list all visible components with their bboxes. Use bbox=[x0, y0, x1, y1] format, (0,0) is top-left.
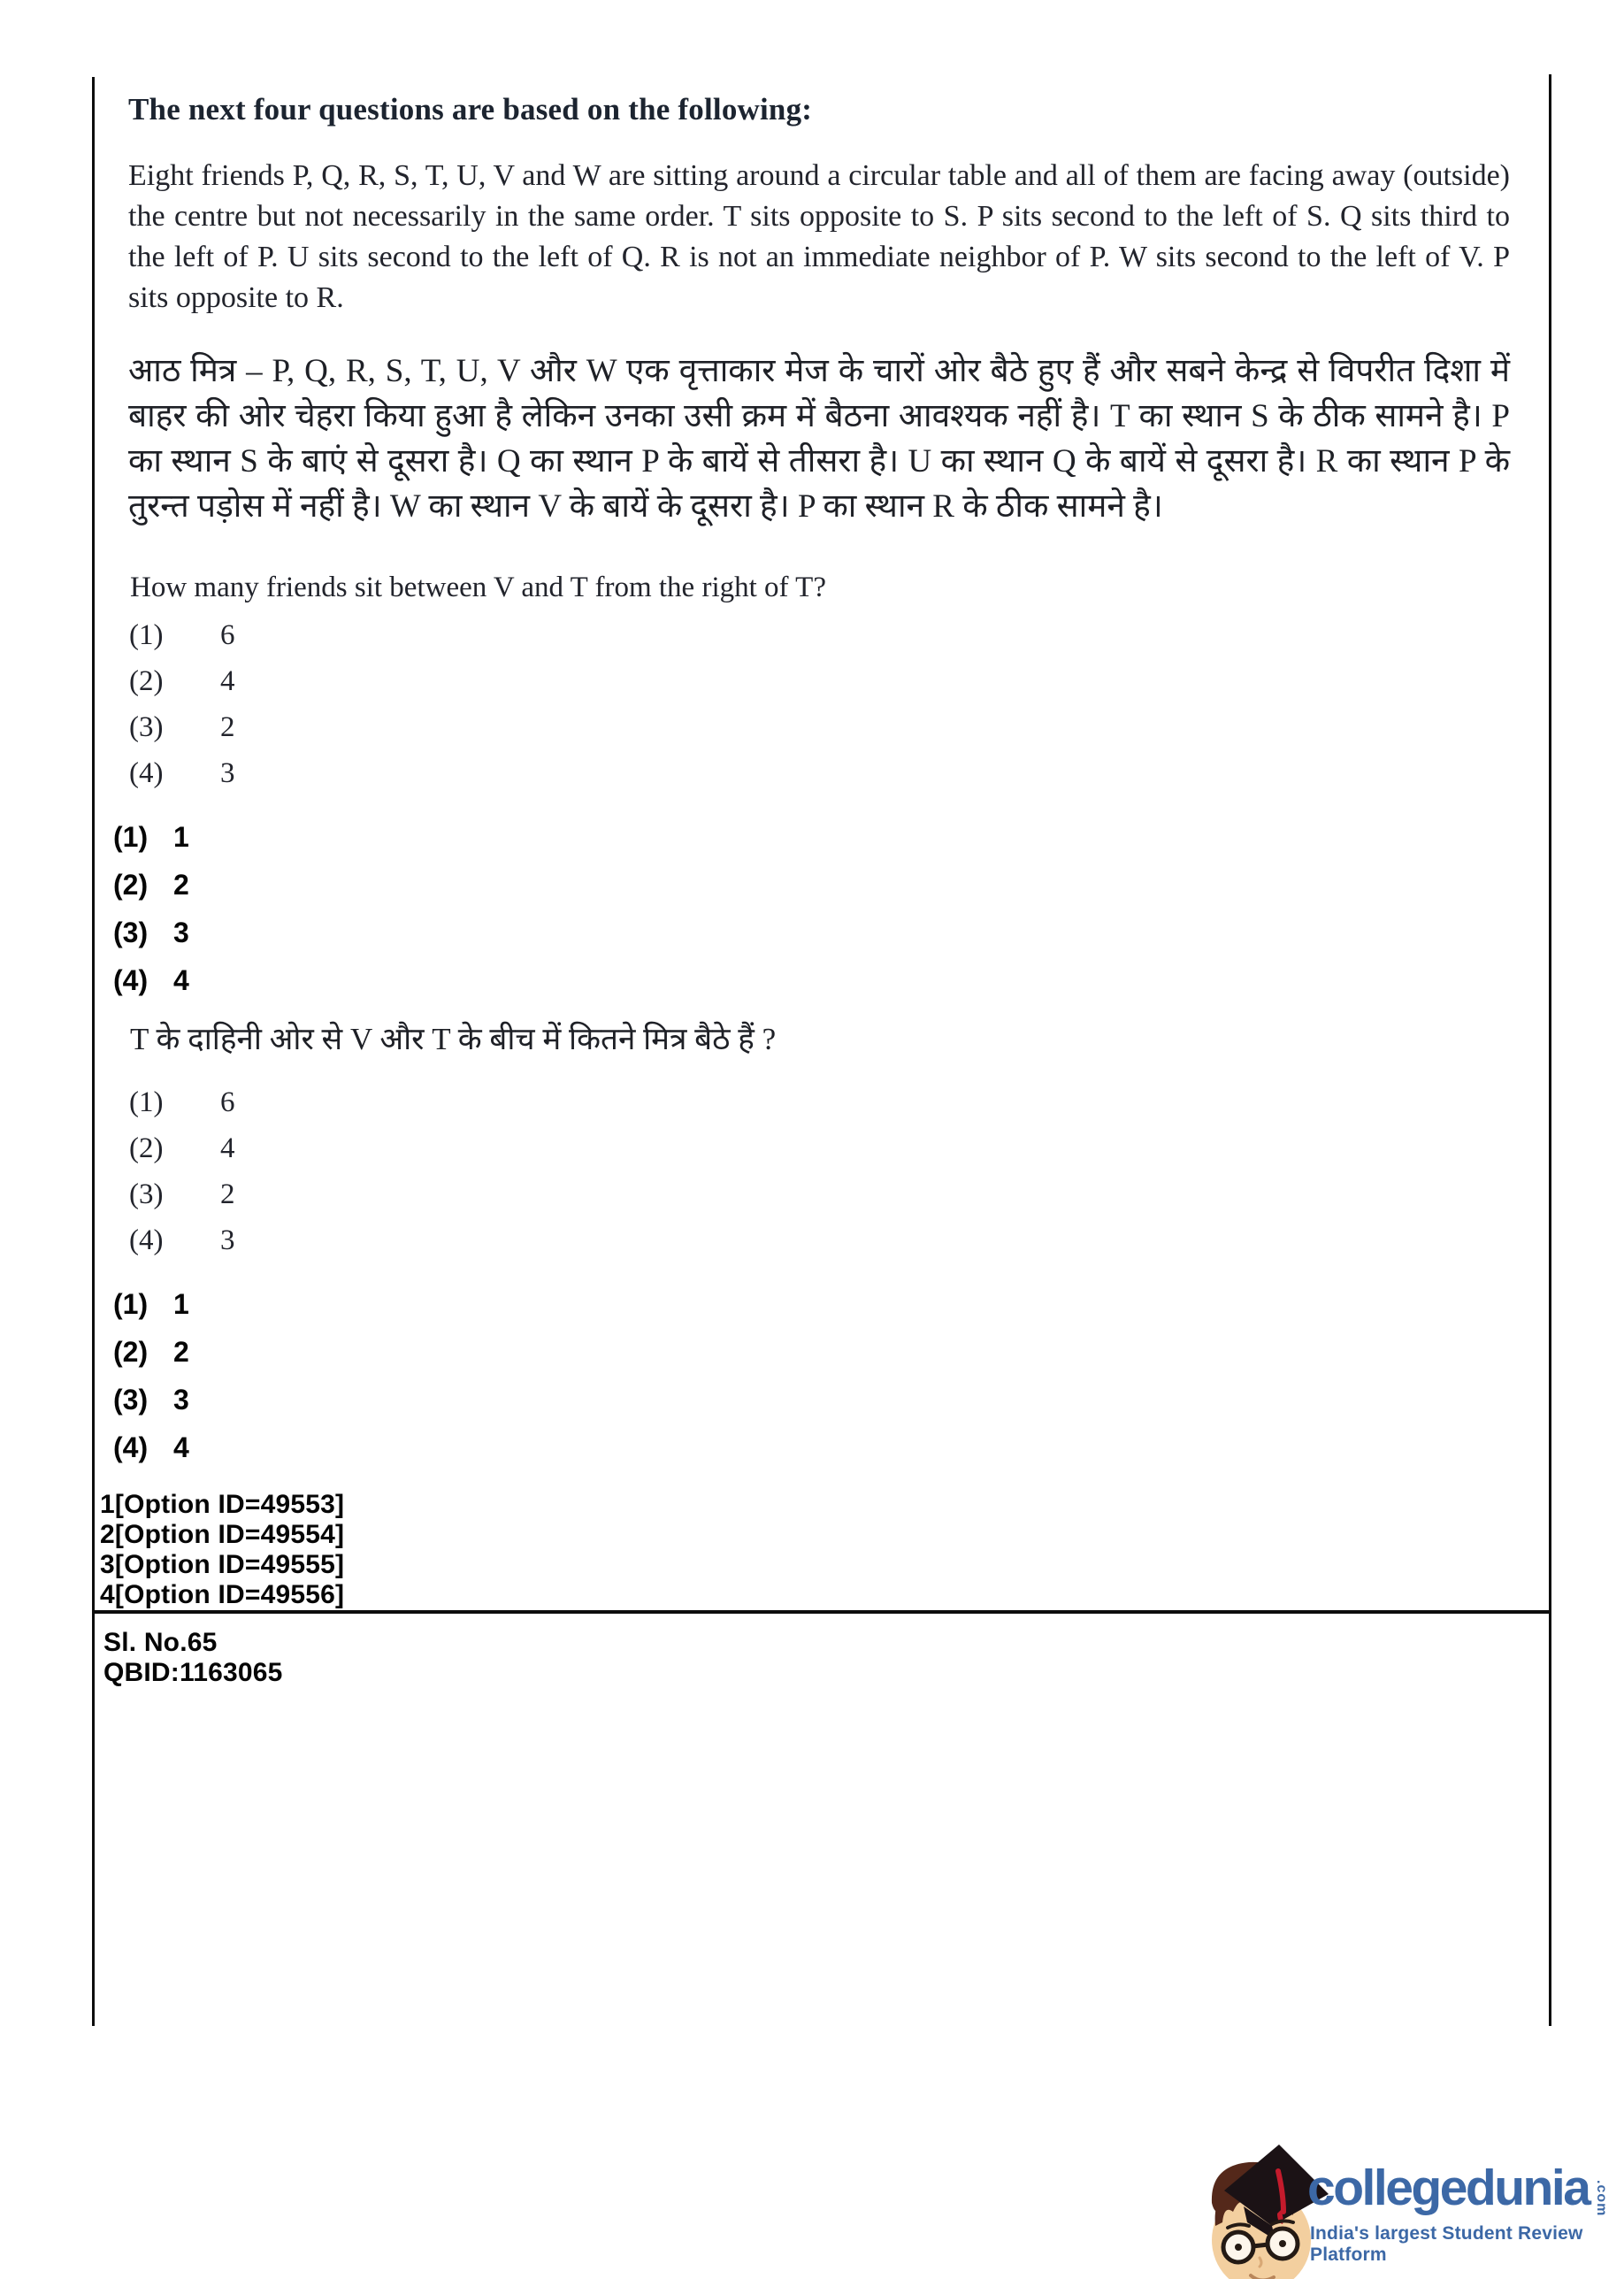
option-row bbox=[129, 619, 235, 665]
option-label: (2) bbox=[113, 1336, 149, 1368]
option-value: 2 bbox=[173, 1336, 189, 1368]
question-hindi: T के दाहिनी ओर से V और T के बीच में कितने मित्र बैठे हैं ? bbox=[130, 1022, 777, 1056]
option-row bbox=[113, 1288, 189, 1336]
option-row bbox=[113, 821, 189, 869]
option-label: (4) bbox=[113, 964, 149, 996]
option-value: 4 bbox=[173, 964, 189, 996]
option-value: 4 bbox=[220, 665, 235, 697]
question-hindi-options bbox=[129, 1086, 235, 1270]
option-value: 6 bbox=[220, 1086, 235, 1118]
option-row bbox=[129, 665, 235, 711]
answer-options-bold-2 bbox=[113, 1288, 189, 1479]
option-value: 2 bbox=[220, 1178, 235, 1210]
option-label: (4) bbox=[129, 757, 164, 789]
option-label: (4) bbox=[113, 1431, 149, 1463]
option-label: (1) bbox=[129, 619, 164, 651]
question-english-options bbox=[129, 619, 235, 803]
left-border-line bbox=[92, 77, 95, 2026]
option-label: (3) bbox=[129, 1178, 164, 1210]
option-label: (4) bbox=[129, 1224, 164, 1256]
option-value: 1 bbox=[173, 821, 189, 853]
option-label: (1) bbox=[113, 821, 149, 853]
option-id-line: 1[Option ID=49553] bbox=[100, 1490, 345, 1519]
option-label: (3) bbox=[113, 1384, 149, 1416]
section-divider-line bbox=[92, 1610, 1551, 1614]
option-row bbox=[113, 869, 189, 917]
option-value: 3 bbox=[173, 1384, 189, 1416]
option-value: 3 bbox=[173, 917, 189, 948]
option-value: 4 bbox=[220, 1132, 235, 1164]
option-id-line: 3[Option ID=49555] bbox=[100, 1550, 345, 1579]
option-id-line: 2[Option ID=49554] bbox=[100, 1520, 345, 1549]
option-label: (3) bbox=[129, 711, 164, 743]
option-value: 1 bbox=[173, 1288, 189, 1320]
option-row bbox=[113, 1384, 189, 1431]
option-row bbox=[113, 964, 189, 1012]
option-label: (2) bbox=[129, 665, 164, 697]
option-row bbox=[113, 1336, 189, 1384]
option-row bbox=[129, 757, 235, 803]
answer-options-bold-1 bbox=[113, 821, 189, 1012]
collegedunia-brand-text: collegedunia bbox=[1307, 2160, 1590, 2216]
option-label: (1) bbox=[113, 1288, 149, 1320]
qbid: QBID:1163065 bbox=[103, 1658, 283, 1687]
option-label: (2) bbox=[113, 869, 149, 901]
passage-hindi: आठ मित्र – P, Q, R, S, T, U, V और W एक वृत्ताकार मेज के चारों ओर बैठे हुए हैं और सबने केन्द्र से विपरीत दिशा में बाहर की ओर चेहरा किया हुआ है लेकिन उनका उसी क्रम में बैठना आवश्यक नहीं है। T का स्थान S के ठीक सामने है। P का स्थान S के बाएं से दूसरा है। Q का स्थान P के बायें से तीसरा है। U का स्थान Q के बायें से दूसरा है। R का स्थान P के तुरन्त पड़ोस में नहीं है। W का स्थान V के बायें के दूसरा है। P का स्थान R के ठीक सामने है। bbox=[128, 353, 1510, 525]
collegedunia-tagline: India's largest Student Review Platform bbox=[1310, 2223, 1583, 2265]
right-border-line bbox=[1549, 74, 1551, 2026]
option-row bbox=[129, 1224, 235, 1270]
option-row bbox=[113, 917, 189, 964]
option-row bbox=[113, 1431, 189, 1479]
option-value: 2 bbox=[220, 711, 235, 743]
option-row bbox=[129, 1086, 235, 1132]
option-row bbox=[129, 711, 235, 757]
section-heading: The next four questions are based on the following: bbox=[128, 92, 813, 127]
option-value: 3 bbox=[220, 757, 235, 789]
option-row bbox=[129, 1178, 235, 1224]
option-id-line: 4[Option ID=49556] bbox=[100, 1580, 345, 1609]
option-id-block bbox=[100, 1490, 344, 1610]
passage-english: Eight friends P, Q, R, S, T, U, V and W are sitting around a circular table and all of them are facing away (outside) the centre but not necessarily in the same order. T sits opposite to S. P sits second to the left of S. Q sits third to the left of P. U sits second to the left of Q. R is not an immediate neighbor of P. W sits second to the left of V. P sits opposite to R. bbox=[128, 159, 1510, 314]
option-value: 2 bbox=[173, 869, 189, 901]
option-label: (2) bbox=[129, 1132, 164, 1164]
option-label: (3) bbox=[113, 917, 149, 948]
option-label: (1) bbox=[129, 1086, 164, 1118]
option-value: 4 bbox=[173, 1431, 189, 1463]
option-value: 6 bbox=[220, 619, 235, 651]
option-value: 3 bbox=[220, 1224, 235, 1256]
serial-number: Sl. No.65 bbox=[103, 1628, 218, 1657]
question-english: How many friends sit between V and T from the right of T? bbox=[130, 572, 826, 603]
collegedunia-tld-text: .com bbox=[1594, 2180, 1609, 2217]
option-row bbox=[129, 1132, 235, 1178]
